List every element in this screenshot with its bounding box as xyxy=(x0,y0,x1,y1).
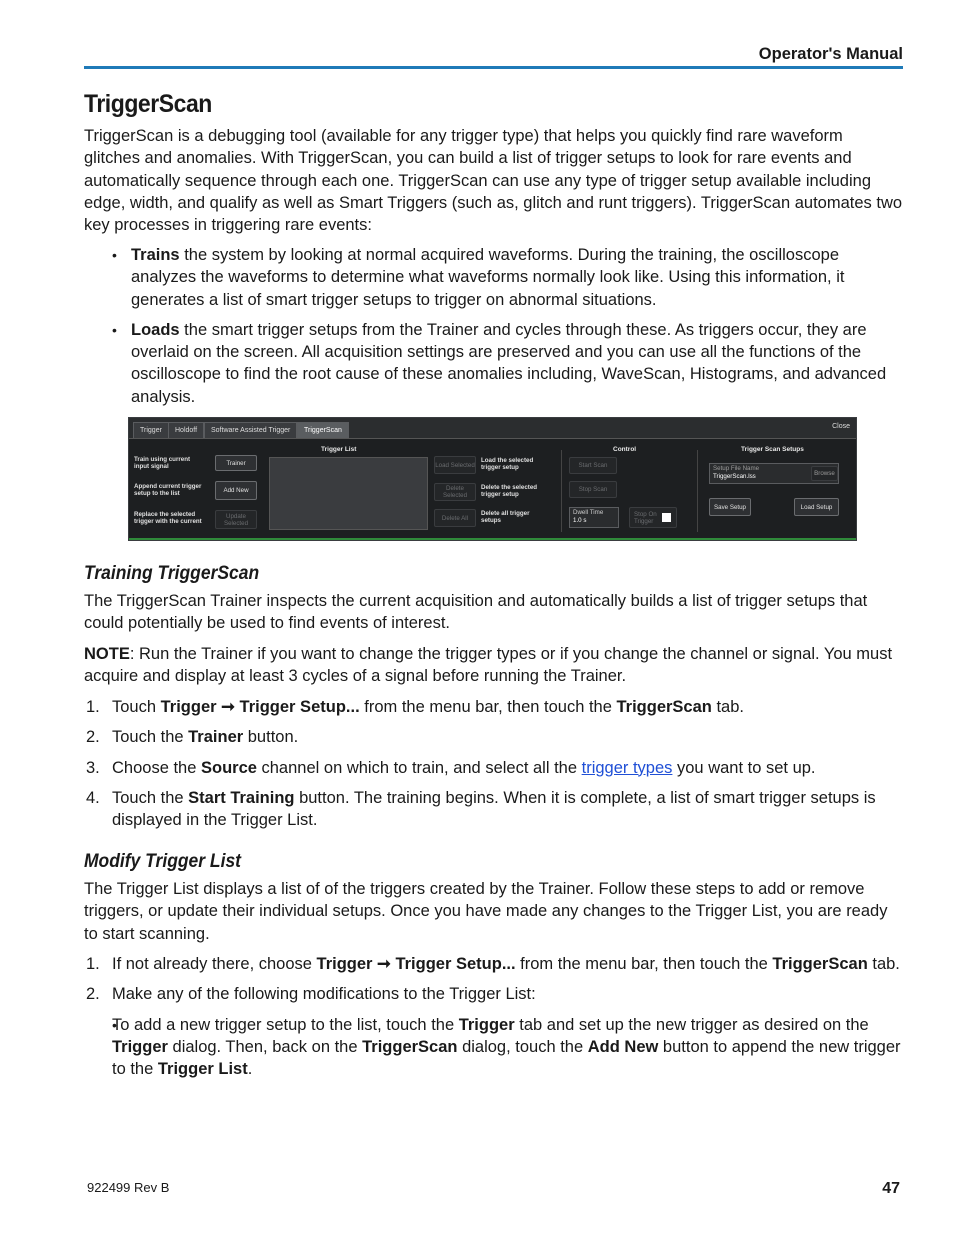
step-bold: Start Training xyxy=(188,788,295,807)
intro-paragraph: TriggerScan is a debugging tool (available for any trigger type) that helps you quickly find rare waveform glitches and anomalies. With TriggerScan, you can build a list of trigger setups to look for rare events and automatically sequence through each one. TriggerScan can use any type of trigger setup available including edge, width, and qualify as well as Smart Triggers (such as, glitch and runt triggers). TriggerScan automates two key processes in triggering rare events: xyxy=(84,127,903,235)
list-item xyxy=(84,953,903,975)
list-item xyxy=(84,1014,903,1081)
close-button[interactable]: Close xyxy=(832,423,850,430)
list-item xyxy=(84,726,903,748)
sub-bold: TriggerScan xyxy=(362,1037,458,1056)
sub-text: tab and set up the new trigger as desired on the xyxy=(514,1015,869,1034)
setup-file-label: Setup File Name xyxy=(713,465,760,472)
step-text: button. xyxy=(243,728,299,747)
sub-text: To add a new trigger setup to the list, touch the xyxy=(112,1015,459,1034)
stop-on-trigger-checkbox[interactable] xyxy=(662,513,671,522)
replace-label: Replace the selected trigger with the current xyxy=(134,511,202,525)
step-text: tab. xyxy=(867,955,900,973)
step-bold: TriggerScan xyxy=(616,698,712,716)
step-bold: Source xyxy=(200,758,257,777)
tab-software-assisted-trigger[interactable]: Software Assisted Trigger xyxy=(204,422,297,438)
triggerscan-dialog-screenshot xyxy=(128,417,857,541)
step-text: If not already there, choose xyxy=(112,955,317,973)
sub-text: button to append the new trigger to the xyxy=(112,1037,901,1079)
divider xyxy=(561,450,562,532)
divider xyxy=(697,450,698,532)
delete-all-label: Delete all trigger setups xyxy=(481,510,530,524)
browse-button[interactable]: Browse xyxy=(811,466,838,481)
trigger-list[interactable] xyxy=(269,457,428,530)
step-number: 1. xyxy=(86,698,100,716)
step-number: 3. xyxy=(86,758,100,777)
step-text: Touch the xyxy=(112,788,189,807)
list-item xyxy=(84,983,903,1080)
trigger-list-header: Trigger List xyxy=(321,446,357,453)
bullet-text: the smart trigger setups from the Trainer and cycles through these. As triggers occur, they are overlaid on the screen. All acquisition settings are preserved and you can use all the functions of the oscilloscope to find the root cause of these anomalies including, WaveScan, Histograms, and advanced analysis. xyxy=(131,320,887,406)
sub-bold: Trigger xyxy=(112,1037,168,1056)
modify-title: Modify Trigger List xyxy=(84,851,242,872)
trainer-button[interactable]: Trainer xyxy=(215,455,257,471)
sub-bold: Trigger xyxy=(458,1015,515,1034)
control-header: Control xyxy=(613,446,637,453)
bullet-text: the system by looking at normal acquired waveforms. During the training, the oscilloscope analyzes the waveforms to determine what waveforms normally look like. Using this information, it generates a list of smart trigger setups to trigger on abnormal situations. xyxy=(131,246,845,309)
update-selected-button[interactable]: Update Selected xyxy=(215,510,257,529)
setup-file-value: TriggerScan.lss xyxy=(713,473,756,480)
start-scan-button[interactable]: Start Scan xyxy=(569,457,617,474)
step-number: 2. xyxy=(86,985,100,1004)
step-bold: Trigger ➞ Trigger Setup... xyxy=(316,955,516,973)
load-selected-button[interactable]: Load Selected xyxy=(434,456,476,474)
step-text: button. The training begins. When it is complete, a list of smart trigger setups is displayed in the Trigger List. xyxy=(112,788,876,830)
tab-trigger[interactable]: Trigger xyxy=(133,422,169,438)
training-steps xyxy=(84,696,903,839)
save-setup-button[interactable]: Save Setup xyxy=(709,498,751,516)
dialog-tab-bar xyxy=(129,418,856,439)
bullet-bold: Loads xyxy=(131,320,180,339)
list-item xyxy=(84,696,903,718)
step-number: 4. xyxy=(86,788,100,807)
step-text: Touch xyxy=(112,698,161,716)
step-text: channel on which to train, and select all the xyxy=(256,758,582,777)
modify-paragraph: The Trigger List displays a list of of the triggers created by the Trainer. Follow these steps to add or remove triggers, or update their individual setups. Once you have made any changes to the Trigger List, you are ready to start scanning. xyxy=(84,880,888,943)
list-item xyxy=(84,244,903,311)
training-title: Training TriggerScan xyxy=(84,563,260,584)
sub-text: dialog, touch the xyxy=(457,1037,588,1056)
append-label: Append current trigger setup to the list xyxy=(134,483,202,497)
stop-scan-button[interactable]: Stop Scan xyxy=(569,481,617,498)
delete-selected-label: Delete the selected trigger setup xyxy=(481,484,538,498)
page-number: 47 xyxy=(882,1180,900,1197)
tab-triggerscan[interactable]: TriggerScan xyxy=(297,422,349,438)
step-bold: Trigger ➞ Trigger Setup... xyxy=(160,698,360,716)
process-bullets xyxy=(84,244,903,416)
training-paragraph: The TriggerScan Trainer inspects the current acquisition and automatically builds a list of trigger setups that could potentially be used to find events of interest. xyxy=(84,592,868,633)
step-text: Make any of the following modifications to the Trigger List: xyxy=(112,985,536,1004)
sub-bold: Trigger List xyxy=(157,1060,248,1079)
step-text: tab. xyxy=(711,698,744,716)
bullet-bold: Trains xyxy=(131,246,180,264)
dwell-time-label: Dwell Time xyxy=(573,509,604,516)
header-rule xyxy=(84,66,903,69)
step-text: Choose the xyxy=(112,758,201,777)
doc-id: 922499 Rev B xyxy=(87,1180,170,1195)
load-setup-button[interactable]: Load Setup xyxy=(794,498,839,516)
tab-holdoff[interactable]: Holdoff xyxy=(168,422,204,438)
step-text: you want to set up. xyxy=(672,758,816,777)
add-new-button[interactable]: Add New xyxy=(215,481,257,500)
trigger-types-link[interactable]: trigger types xyxy=(581,758,673,777)
setups-header: Trigger Scan Setups xyxy=(741,446,804,453)
step-text: from the menu bar, then touch the xyxy=(515,955,773,973)
dwell-time-value: 1.0 s xyxy=(573,517,587,524)
step-bold: TriggerScan xyxy=(772,955,868,973)
header-title: Operator's Manual xyxy=(758,45,903,63)
delete-selected-button[interactable]: Delete Selected xyxy=(434,483,476,501)
modify-steps xyxy=(84,953,903,1088)
note-paragraph xyxy=(84,643,903,688)
note-label: NOTE xyxy=(84,645,130,663)
screenshot-border-accent xyxy=(129,538,856,540)
train-label: Train using current input signal xyxy=(134,456,191,470)
step-text: Touch the xyxy=(112,728,189,747)
modify-sub-bullets xyxy=(112,1014,903,1081)
step-bold: Trainer xyxy=(188,728,244,747)
step-number: 2. xyxy=(86,728,100,747)
list-item xyxy=(84,787,903,832)
sub-bold: Add New xyxy=(587,1037,659,1056)
list-item xyxy=(84,757,903,779)
section-title: TriggerScan xyxy=(84,90,212,118)
sub-text: . xyxy=(247,1060,253,1079)
dwell-time-field[interactable] xyxy=(569,507,619,528)
step-number: 1. xyxy=(86,955,100,973)
sub-text: dialog. Then, back on the xyxy=(167,1037,363,1056)
step-text: from the menu bar, then touch the xyxy=(359,698,617,716)
delete-all-button[interactable]: Delete All xyxy=(434,509,476,527)
list-item xyxy=(84,319,903,408)
load-selected-label: Load the selected trigger setup xyxy=(481,457,534,471)
stop-on-trigger-label: Stop On Trigger xyxy=(634,510,657,525)
note-text: : Run the Trainer if you want to change the trigger types or if you change the channel or signal. You must acquire and display at least 3 cycles of a signal before running the Trainer. xyxy=(84,645,893,686)
